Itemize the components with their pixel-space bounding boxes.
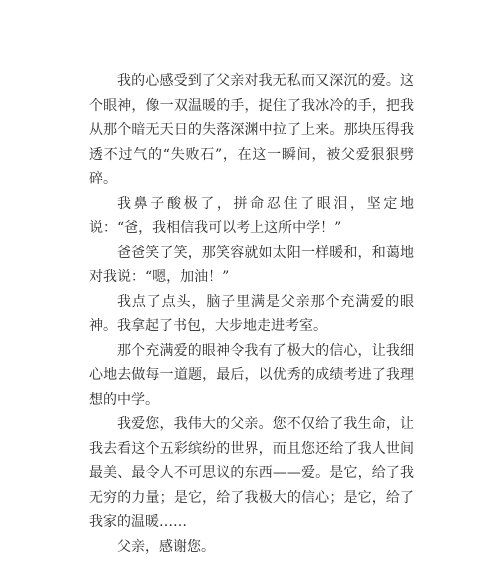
paragraph-2: 我鼻子酸极了，拼命忍住了眼泪，坚定地说：“爸，我相信我可以考上这所中学！” [89,195,414,236]
paragraph-6: 我爱您，我伟大的父亲。您不仅给了我生命，让我去看这个五彩缤纷的世界，而且您还给了我人世间最美、最令人不可思议的东西——爱。是它，给了我无穷的力量；是它，给了我极大的信心；是它，给了我家的温暖…… [89,416,414,530]
paragraph-7: 父亲，感谢您。 [117,538,215,555]
article-body [89,69,414,559]
paragraph-5: 那个充满爱的眼神令我有了极大的信心，让我细心地去做每一道题，最后，以优秀的成绩考进了我理想的中学。 [89,342,414,408]
paragraph-1: 我的心感受到了父亲对我无私而又深沉的爱。这个眼神，像一双温暖的手，捉住了我冰冷的手，把我从那个暗无天日的失落深渊中拉了上来。那块压得我透不过气的“失败石”，在这一瞬间，被父爱狠狠劈碎。 [89,73,414,187]
paragraph-4: 我点了点头，脑子里满是父亲那个充满爱的眼神。我拿起了书包，大步地走进考室。 [89,293,414,334]
paragraph-3: 爸爸笑了笑，那笑容就如太阳一样暖和，和蔼地对我说：“嗯，加油！” [89,244,414,285]
